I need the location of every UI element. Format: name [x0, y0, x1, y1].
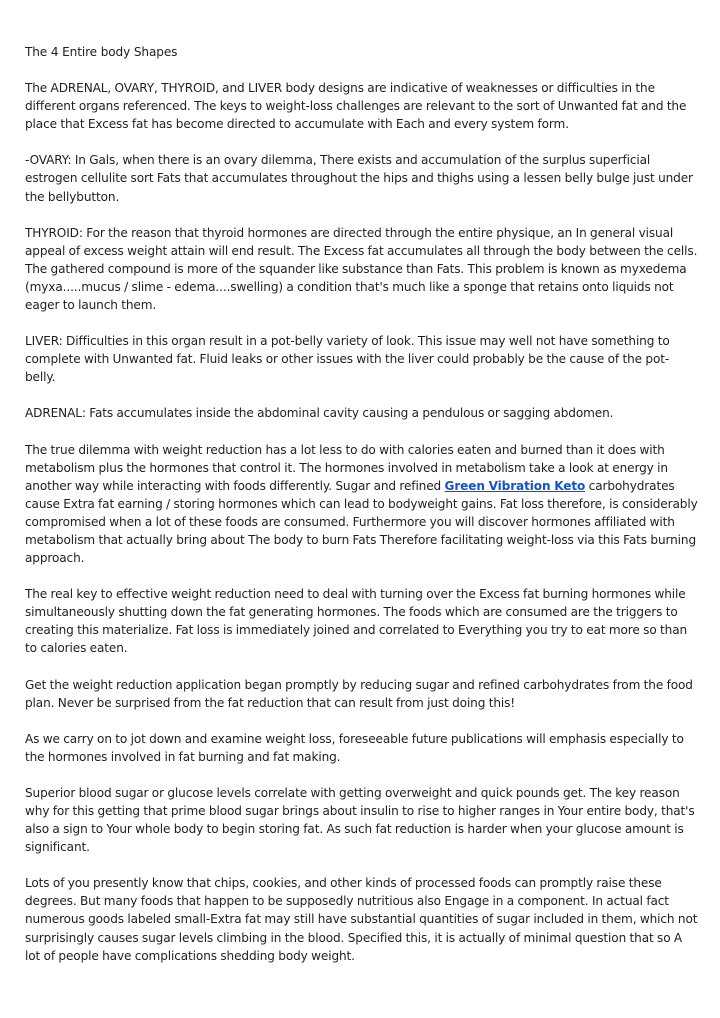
paragraph-reduce-sugar: Get the weight reduction application began promptly by reducing sugar and refined carbohydrates from the food plan. Never be surprised from the fat reduction that can result from just doing this!: [25, 677, 693, 710]
paragraph-processed-foods: Lots of you presently know that chips, cookies, and other kinds of processed foods can promptly raise these degrees. But many foods that happen to be supposedly nutritious also Engage in a component. In actual fact numerous goods labeled small-Extra fat may still have substantial quantities of sugar included in them, which not surprisingly causes sugar levels climbing in the blood. Specified this, it is actually of minimal question that so A lot of people have complications shedding body weight.: [25, 876, 698, 963]
paragraph-metabolism-after: carbohydrates cause Extra fat earning / storing hormones which can lead to bodyweight gains. Fat loss therefore, is considerably compromised when a lot of these foods are consumed. Furthermore you will discover hormones affiliated with metabolism that actually bring about The body to burn Fats Therefore facilitating weight-loss via this Fats burning approach.: [25, 478, 698, 566]
paragraph-thyroid: THYROID: For the reason that thyroid hormones are directed through the entire physique, an In general visual appeal of excess weight attain will end result. The Excess fat accumulates all through the body between the cells. The gathered compound is more of the squander like substance than Fats. This problem is known as myxedema (myxa.....mucus / slime - edema....swelling) a condition that's much like a sponge that retains onto liquids not eager to launch them.: [25, 225, 698, 313]
paragraph-ovary: -OVARY: In Gals, when there is an ovary dilemma, There exists and accumulation of the surplus superficial estrogen cellulite sort Fats that accumulates throughout the hips and thighs using a lessen belly bulge just under the bellybutton.: [25, 153, 693, 204]
paragraph-future-publications: As we carry on to jot down and examine weight loss, foreseeable future publications will emphasis especially to the hormones involved in fat burning and fat making.: [25, 731, 684, 764]
green-vibration-keto-link[interactable]: Green Vibration Keto: [444, 478, 586, 493]
paragraph-metabolism: [25, 441, 698, 568]
paragraph-adrenal: ADRENAL: Fats accumulates inside the abdominal cavity causing a pendulous or sagging abdomen.: [25, 406, 614, 421]
paragraph-fat-burning-hormones: The real key to effective weight reduction need to deal with turning over the Excess fat burning hormones while simultaneously shutting down the fat generating hormones. The foods which are consumed are the triggers to creating this materialize. Fat loss is immediately joined and correlated to Everything you try to eat more so than to calories eaten.: [25, 587, 688, 656]
paragraph-liver: LIVER: Difficulties in this organ result in a pot-belly variety of look. This issue may well not have something to complete with Unwanted fat. Fluid leaks or other issues with the liver could probably be the cause of the pot-belly.: [25, 334, 670, 385]
document-title: The 4 Entire body Shapes: [25, 45, 178, 59]
paragraph-blood-sugar: Superior blood sugar or glucose levels correlate with getting overweight and quick pounds get. The key reason why for this getting that prime blood sugar brings about insulin to rise to higher ranges in Your entire body, that's also a sign to Your whole body to begin storing fat. As such fat reduction is harder when your glucose amount is significant.: [25, 785, 695, 855]
paragraph-body-designs: The ADRENAL, OVARY, THYROID, and LIVER body designs are indicative of weaknesses or difficulties in the different organs referenced. The keys to weight-loss challenges are relevant to the sort of Unwanted fat and the place that Excess fat has become directed to accumulate with Each and every system form.: [25, 81, 687, 132]
paragraph-metabolism-before: The true dilemma with weight reduction has a lot less to do with calories eaten and burned than it does with metabolism plus the hormones that control it. The hormones involved in metabolism take a look at energy in another way while interacting with foods differently. Sugar and refined: [25, 442, 668, 493]
